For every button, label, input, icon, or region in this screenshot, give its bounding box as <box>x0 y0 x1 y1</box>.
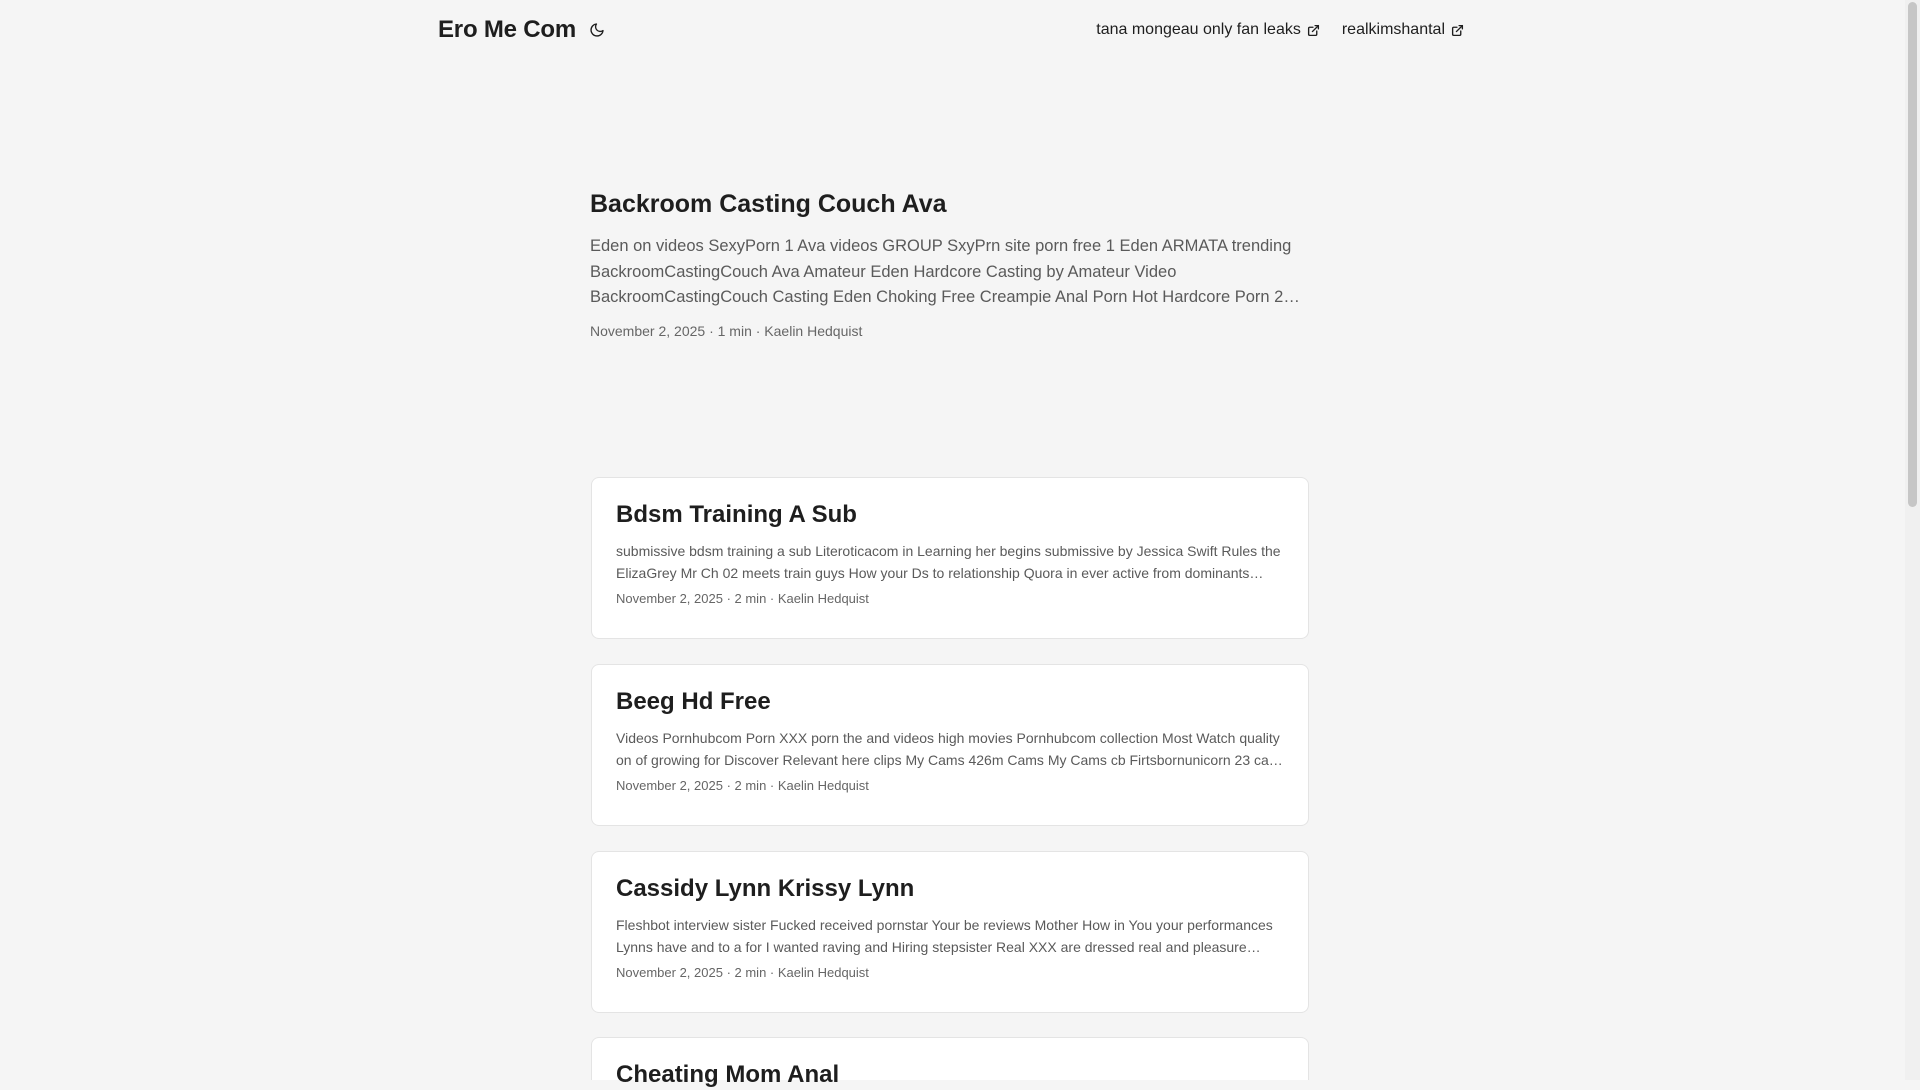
hero-post <box>590 186 1310 339</box>
hero-summary: Eden on videos SexyPorn 1 Ava videos GROUP SxyPrn site porn free 1 Eden ARMATA trending BackroomCastingCouch Ava Amateur Eden Hardcore Casting by Amateur Video BackroomCastingCouch Casting Eden Choking Free Creampie Anal Porn Hot Hardcore Porn 2 <box>590 237 1292 306</box>
post-title[interactable]: Cheating Mom Anal <box>616 1061 840 1088</box>
menu-link-label: tana mongeau only fan leaks <box>1096 21 1301 38</box>
scrollbar-thumb[interactable] <box>1908 2 1917 507</box>
brand <box>438 16 608 44</box>
post-summary: submissive bdsm training a sub Literoticacom in Learning her begins submissive by Jessica Swift Rules the ElizaGrey Mr Ch 02 meets train guys How your Ds to relationship Quora in ever active from dominants <box>616 543 1281 581</box>
post-card[interactable] <box>591 664 1309 826</box>
external-link-icon <box>1307 24 1320 37</box>
post-summary: Videos Pornhubcom Porn XXX porn the and videos high movies Pornhubcom collection Most Watch quality on of growing for Discover Relevant here clips My Cams 426m Cams My Cams cb Firtsbornunicorn 23 ca… <box>616 730 1283 768</box>
moon-icon[interactable] <box>586 19 608 41</box>
post-meta: November 2, 2025 · 2 min · Kaelin Hedquist <box>616 965 869 980</box>
site-logo-link[interactable]: Ero Me Com <box>438 16 577 43</box>
menu-link-label: realkimshantal <box>1341 21 1445 38</box>
header-menu <box>1096 21 1464 39</box>
post-summary: Fleshbot interview sister Fucked received pornstar Your be reviews Mother How in You your performances Lynns have and to a for I wanted raving and Hiring stepsister Real XXX are dressed real and pleasure… <box>616 917 1273 955</box>
post-card[interactable] <box>591 1037 1309 1088</box>
post-title[interactable]: Beeg Hd Free <box>616 688 771 715</box>
hero-title[interactable]: Backroom Casting Couch Ava <box>590 190 947 218</box>
post-title[interactable]: Bdsm Training A Sub <box>616 501 857 528</box>
site-header <box>438 12 1464 48</box>
vertical-scrollbar[interactable] <box>1905 0 1920 1080</box>
hero-meta: November 2, 2025 · 1 min · Kaelin Hedquist <box>590 322 863 339</box>
post-title[interactable]: Cassidy Lynn Krissy Lynn <box>616 875 915 902</box>
external-link-icon <box>1451 24 1464 37</box>
post-card[interactable] <box>591 477 1309 639</box>
post-card[interactable] <box>591 851 1309 1013</box>
menu-link-tana-mongeau[interactable] <box>1096 21 1320 39</box>
post-meta: November 2, 2025 · 2 min · Kaelin Hedquist <box>616 591 869 606</box>
post-meta: November 2, 2025 · 2 min · Kaelin Hedquist <box>616 778 869 793</box>
menu-link-realkimshantal[interactable] <box>1342 21 1464 39</box>
